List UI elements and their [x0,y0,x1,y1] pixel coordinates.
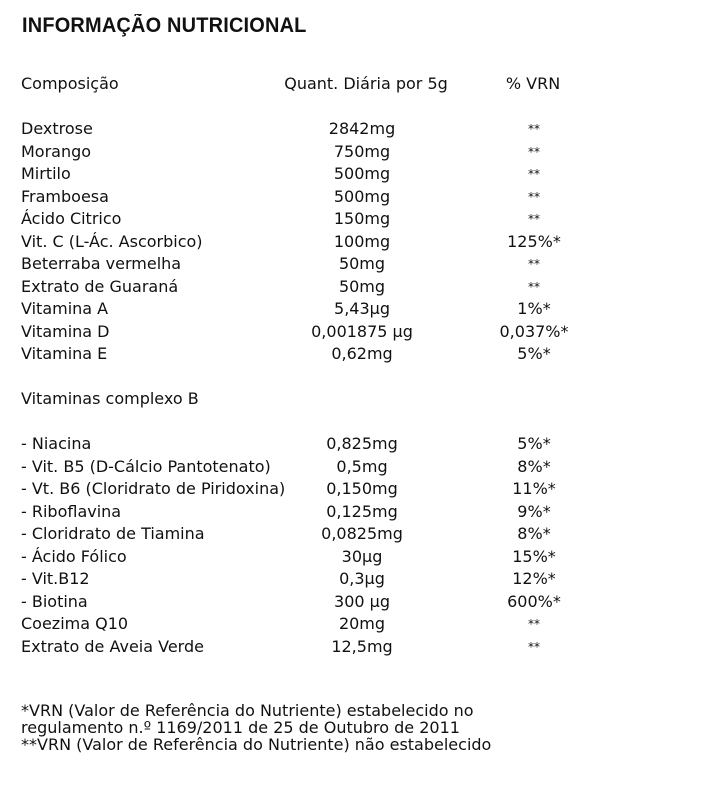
ingredient-amount: 750mg [333,142,391,161]
ingredient-vrn: 5%* [517,344,551,363]
ingredient-vrn: ** [528,167,540,181]
ingredient-amount: 50mg [338,277,386,296]
ingredient-vrn: 8%* [517,524,551,543]
ingredient-name: - Ácido Fólico [21,547,127,566]
ingredient-amount: 0,150mg [326,479,398,498]
ingredient-name: - Cloridrato de Tiamina [21,524,205,543]
table-row [0,433,708,455]
table-row [0,298,708,320]
ingredient-name: Extrato de Guaraná [21,277,179,296]
header-vrn: % VRN [505,74,561,93]
table-row [0,208,708,230]
ingredient-name: - Biotina [21,592,88,611]
table-row [0,343,708,365]
ingredient-amount: 150mg [333,209,391,228]
table-row [0,276,708,298]
ingredient-vrn: 12%* [512,569,556,588]
section-title-vitamin-b: Vitaminas complexo B [21,389,199,408]
ingredient-vrn: ** [528,122,540,136]
ingredient-amount: 2842mg [328,119,396,138]
table-row [0,456,708,478]
ingredient-vrn: ** [528,257,540,271]
ingredient-name: Ácido Citrico [21,209,122,228]
ingredient-vrn: ** [528,190,540,204]
ingredient-vrn: 8%* [517,457,551,476]
ingredient-name: - Riboflavina [21,502,122,521]
ingredient-vrn: ** [528,145,540,159]
table-header [0,73,708,95]
table-row [0,163,708,185]
ingredient-name: Dextrose [21,119,93,138]
ingredient-name: Extrato de Aveia Verde [21,637,204,656]
ingredient-amount: 20mg [338,614,386,633]
ingredient-name: Morango [21,142,92,161]
ingredient-amount: 0,825mg [326,434,398,453]
ingredient-name: - Vt. B6 (Cloridrato de Piridoxina) [21,479,286,498]
ingredient-vrn: 125%* [507,232,561,251]
ingredient-amount: 0,62mg [331,344,393,363]
ingredient-amount: 300 µg [334,592,390,611]
table-row [0,636,708,658]
header-daily-amount: Quant. Diária por 5g [284,74,448,93]
table-row [0,591,708,613]
ingredient-amount: 0,3µg [339,569,385,588]
ingredient-amount: 0,0825mg [321,524,403,543]
ingredient-amount: 30µg [341,547,383,566]
ingredient-vrn: 1%* [517,299,551,318]
ingredient-amount: 0,5mg [336,457,388,476]
ingredient-amount: 5,43µg [334,299,390,318]
ingredient-name: Mirtilo [21,164,71,183]
table-row [0,141,708,163]
ingredient-name: - Niacina [21,434,92,453]
ingredient-name: - Vit. B5 (D-Cálcio Pantotenato) [21,457,271,476]
footnote-vrn-established: *VRN (Valor de Referência do Nutriente) estabelecido no [21,701,474,720]
table-row [0,523,708,545]
footnote-vrn-not-established: **VRN (Valor de Referência do Nutriente) não estabelecido [21,735,492,754]
ingredient-name: Vitamina E [21,344,108,363]
ingredient-vrn: 600%* [507,592,561,611]
ingredient-name: Vit. C (L-Ác. Ascorbico) [21,232,203,251]
table-row [0,231,708,253]
header-composition: Composição [21,74,119,93]
ingredient-vrn: ** [528,280,540,294]
ingredient-vrn: ** [528,617,540,631]
ingredient-name: Vitamina A [21,299,109,318]
footnote-regulation: regulamento n.º 1169/2011 de 25 de Outubro de 2011 [21,718,460,737]
ingredient-vrn: 9%* [517,502,551,521]
ingredient-amount: 500mg [333,187,391,206]
ingredient-vrn: 0,037%* [499,322,569,341]
ingredient-vrn: ** [528,212,540,226]
ingredient-amount: 0,125mg [326,502,398,521]
ingredient-name: Framboesa [21,187,109,206]
ingredient-name: Coezima Q10 [21,614,129,633]
ingredient-amount: 50mg [338,254,386,273]
table-row [0,186,708,208]
ingredient-vrn: 11%* [512,479,556,498]
table-row [0,253,708,275]
table-row [0,118,708,140]
table-row [0,321,708,343]
ingredient-amount: 100mg [333,232,391,251]
table-row [0,568,708,590]
ingredient-amount: 0,001875 µg [311,322,413,341]
table-row [0,546,708,568]
ingredient-name: Vitamina D [21,322,110,341]
ingredient-amount: 500mg [333,164,391,183]
ingredient-amount: 12,5mg [331,637,393,656]
table-row [0,478,708,500]
ingredient-vrn: 5%* [517,434,551,453]
ingredient-name: Beterraba vermelha [21,254,182,273]
ingredient-vrn: ** [528,640,540,654]
table-row [0,501,708,523]
table-row [0,613,708,635]
ingredient-name: - Vit.B12 [21,569,90,588]
page-title: INFORMAÇÃO NUTRICIONAL [22,14,307,37]
ingredient-vrn: 15%* [512,547,556,566]
